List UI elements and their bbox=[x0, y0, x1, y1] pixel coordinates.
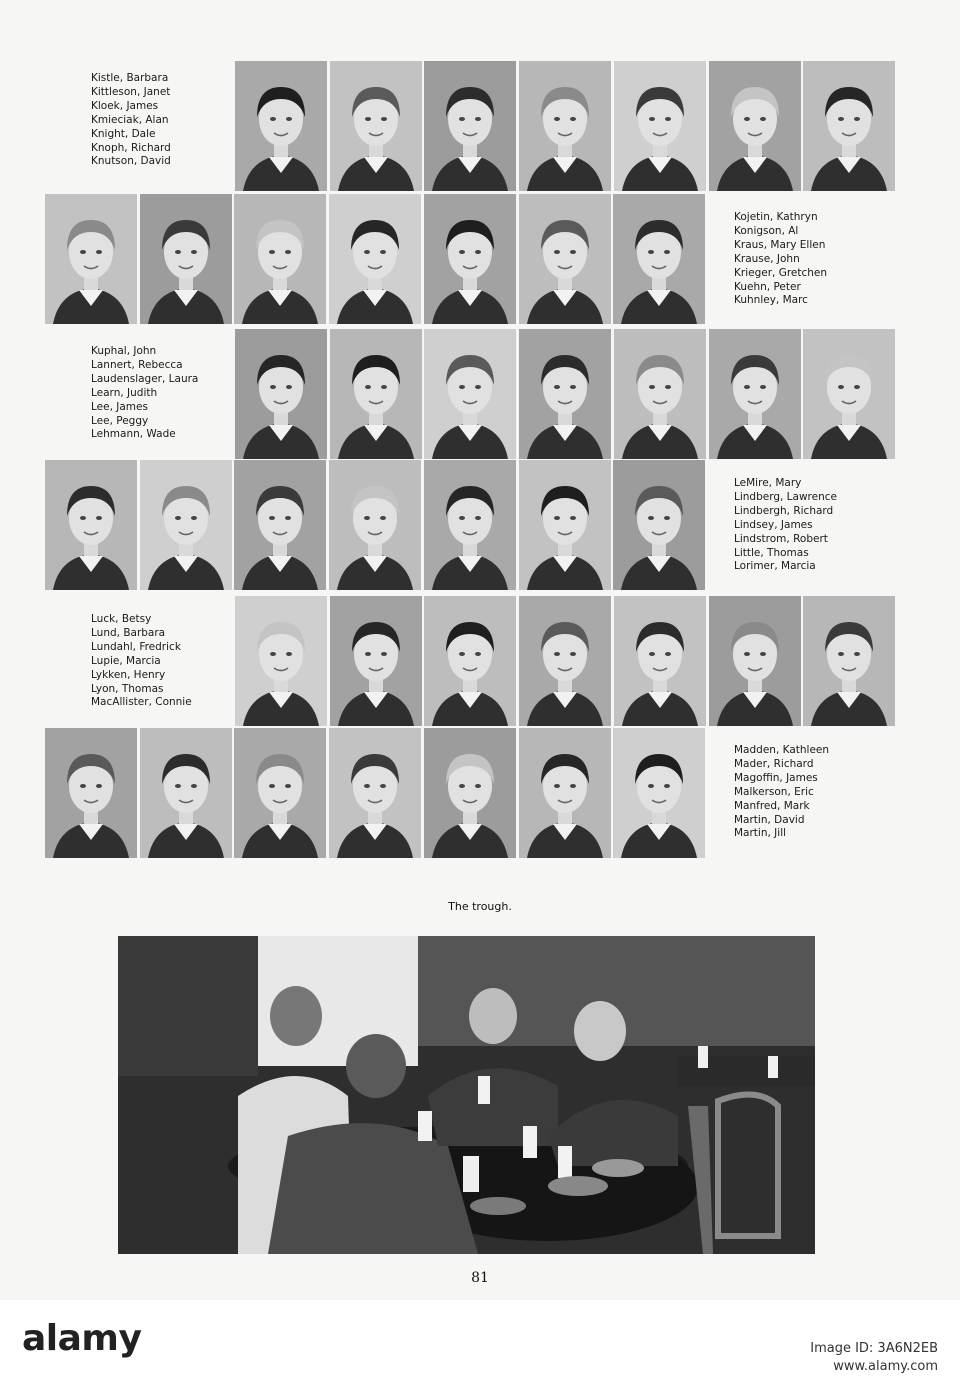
student-name: Lundahl, Fredrick bbox=[91, 640, 181, 653]
student-name: Lykken, Henry bbox=[91, 668, 166, 681]
student-portrait bbox=[45, 728, 137, 858]
student-portrait bbox=[424, 61, 516, 191]
name-list-row-4 bbox=[734, 477, 837, 574]
student-portrait bbox=[45, 460, 137, 590]
student-portrait bbox=[235, 596, 327, 726]
student-name: Knoph, Richard bbox=[91, 141, 171, 154]
student-name: Lyon, Thomas bbox=[91, 682, 164, 695]
student-name: Kojetin, Kathryn bbox=[734, 211, 818, 223]
student-name: Martin, David bbox=[734, 813, 805, 826]
student-name: Kloek, James bbox=[91, 99, 159, 112]
name-list-row-3 bbox=[91, 345, 198, 442]
student-portrait bbox=[329, 194, 421, 324]
image-info bbox=[810, 1340, 938, 1376]
student-name: Kuphal, John bbox=[91, 345, 157, 357]
student-name: MacAllister, Connie bbox=[91, 696, 192, 709]
student-portrait bbox=[424, 329, 516, 459]
student-name: Lorimer, Marcia bbox=[734, 560, 816, 573]
student-name: Kuehn, Peter bbox=[734, 280, 801, 293]
student-portrait bbox=[519, 460, 611, 590]
student-portrait bbox=[45, 194, 137, 324]
student-portrait bbox=[329, 460, 421, 590]
page-number: 81 bbox=[471, 1270, 489, 1286]
student-portrait bbox=[330, 61, 422, 191]
student-portrait bbox=[614, 61, 706, 191]
student-name: Knutson, David bbox=[91, 155, 171, 168]
name-list-row-6 bbox=[734, 744, 829, 841]
student-portrait bbox=[424, 194, 516, 324]
student-name: Little, Thomas bbox=[734, 546, 809, 559]
student-portrait bbox=[803, 596, 895, 726]
student-portrait bbox=[424, 596, 516, 726]
student-portrait bbox=[803, 329, 895, 459]
student-portrait bbox=[235, 329, 327, 459]
student-name: Laudenslager, Laura bbox=[91, 372, 199, 385]
student-name: Kistle, Barbara bbox=[91, 72, 169, 84]
student-name: Kmieciak, Alan bbox=[91, 113, 169, 126]
site-link[interactable]: www.alamy.com bbox=[833, 1359, 938, 1374]
student-name: Martin, Jill bbox=[734, 827, 787, 840]
stock-footer bbox=[0, 1300, 960, 1390]
student-name: Lindstrom, Robert bbox=[734, 532, 828, 545]
student-portrait bbox=[613, 194, 705, 324]
name-list-row-1 bbox=[91, 72, 171, 169]
student-name: Kuhnley, Marc bbox=[734, 294, 808, 307]
student-name: Learn, Judith bbox=[91, 386, 158, 399]
student-name: Lee, James bbox=[91, 400, 148, 413]
student-portrait bbox=[140, 460, 232, 590]
student-name: Kraus, Mary Ellen bbox=[734, 238, 826, 251]
cafeteria-photo bbox=[118, 936, 815, 1254]
student-portrait bbox=[330, 329, 422, 459]
student-portrait bbox=[234, 194, 326, 324]
student-portrait bbox=[803, 61, 895, 191]
student-name: LeMire, Mary bbox=[734, 477, 802, 489]
student-portrait bbox=[424, 460, 516, 590]
student-portrait bbox=[519, 194, 611, 324]
photo-caption: The trough. bbox=[448, 900, 512, 913]
student-name: Krause, John bbox=[734, 252, 800, 265]
student-portrait bbox=[613, 728, 705, 858]
student-name: Magoffin, James bbox=[734, 771, 818, 784]
student-name: Manfred, Mark bbox=[734, 799, 810, 812]
student-name: Lupie, Marcia bbox=[91, 654, 161, 667]
name-list-row-5 bbox=[91, 613, 192, 710]
student-name: Madden, Kathleen bbox=[734, 744, 830, 756]
name-list-row-2 bbox=[734, 211, 827, 308]
student-name: Knight, Dale bbox=[91, 127, 156, 140]
student-name: Lindberg, Lawrence bbox=[734, 490, 837, 503]
student-portrait bbox=[235, 61, 327, 191]
student-portrait bbox=[614, 596, 706, 726]
student-portrait bbox=[519, 728, 611, 858]
student-portrait bbox=[330, 596, 422, 726]
student-name: Lannert, Rebecca bbox=[91, 358, 183, 371]
student-name: Konigson, Al bbox=[734, 224, 799, 237]
student-portrait bbox=[329, 728, 421, 858]
student-name: Krieger, Gretchen bbox=[734, 266, 828, 279]
cafeteria-scene bbox=[118, 936, 815, 1254]
student-portrait bbox=[140, 728, 232, 858]
student-portrait bbox=[519, 61, 611, 191]
brand-logo[interactable]: alamy bbox=[22, 1318, 142, 1359]
student-portrait bbox=[614, 329, 706, 459]
student-name: Lehmann, Wade bbox=[91, 428, 176, 441]
student-portrait bbox=[519, 596, 611, 726]
student-portrait bbox=[709, 329, 801, 459]
student-name: Lindsey, James bbox=[734, 518, 813, 531]
image-id: Image ID: 3A6N2EB bbox=[810, 1341, 938, 1356]
student-portrait bbox=[519, 329, 611, 459]
student-name: Malkerson, Eric bbox=[734, 785, 814, 798]
student-portrait bbox=[234, 728, 326, 858]
student-name: Luck, Betsy bbox=[91, 613, 152, 625]
student-name: Lindbergh, Richard bbox=[734, 504, 834, 517]
student-name: Lee, Peggy bbox=[91, 414, 149, 427]
student-portrait bbox=[140, 194, 232, 324]
student-name: Kittleson, Janet bbox=[91, 85, 171, 98]
student-portrait bbox=[613, 460, 705, 590]
student-name: Mader, Richard bbox=[734, 757, 814, 770]
student-portrait bbox=[709, 61, 801, 191]
student-portrait bbox=[234, 460, 326, 590]
student-portrait bbox=[709, 596, 801, 726]
student-portrait bbox=[424, 728, 516, 858]
student-name: Lund, Barbara bbox=[91, 626, 166, 639]
